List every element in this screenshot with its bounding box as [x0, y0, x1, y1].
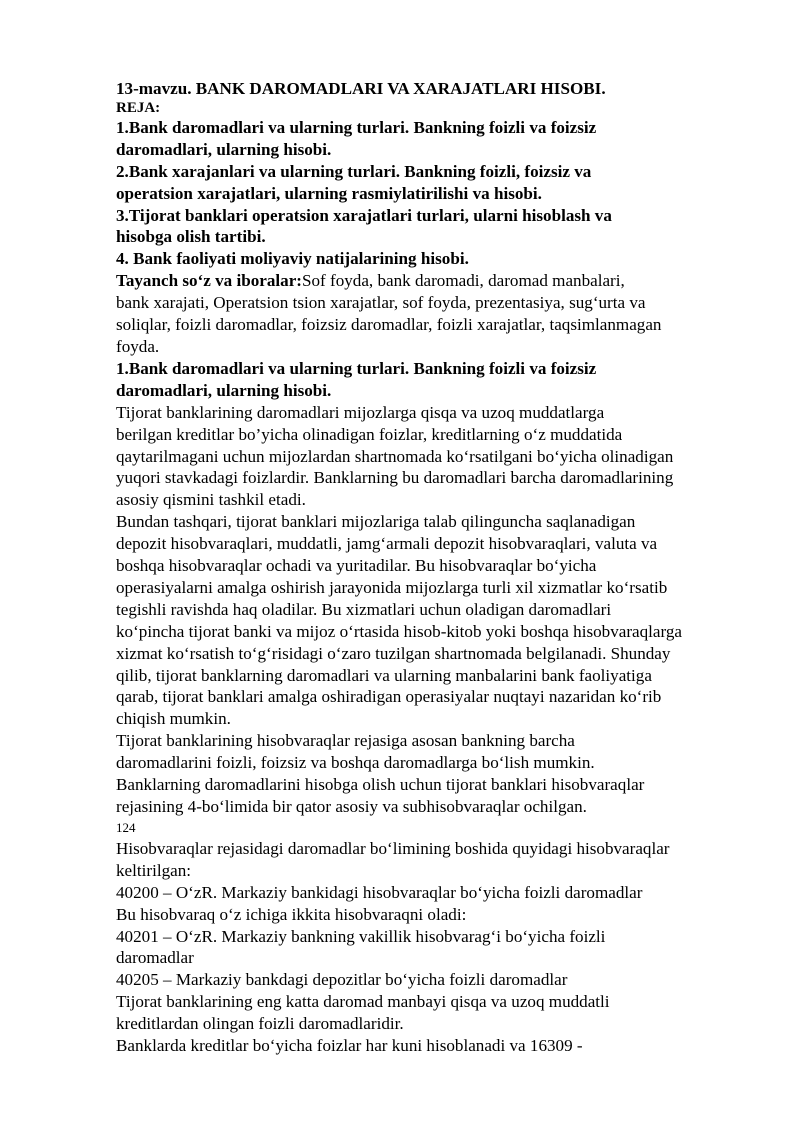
section-1-heading-line-2: daromadlari, ularning hisobi.	[116, 380, 332, 400]
plan-item-3-line-2: hisobga olish tartibi.	[116, 227, 266, 247]
account-line: 40201 – O‘zR. Markaziy bankning vakillik hisobvarag‘i bo‘yicha foizli	[116, 926, 606, 946]
plan-item-1-line-2: daromadlari, ularning hisobi.	[116, 139, 332, 159]
account-line: 40205 – Markaziy bankdagi depozitlar bo‘yicha foizli daromadlar	[116, 970, 568, 990]
paragraph-line: rejasining 4-bo‘limida bir qator asosiy va subhisobvaraqlar ochilgan.	[116, 797, 587, 816]
paragraph-line: berilgan kreditlar bo’yicha olinadigan foizlar, kreditlarning o‘z muddatida	[116, 424, 623, 444]
account-line: 40200 – O‘zR. Markaziy bankidagi hisobvaraqlar bo‘yicha foizli daromadlar	[116, 882, 643, 902]
paragraph-line: ko‘pincha tijorat banki va mijoz o‘rtasida hisob-kitob yoki boshqa hisobvaraqlarga	[116, 621, 683, 641]
paragraph-line: Tijorat banklarining eng katta daromad manbayi qisqa va uzoq muddatli	[116, 992, 610, 1012]
plan-heading: REJA:	[116, 99, 161, 116]
paragraph-line: qilib, tijorat banklarning daromadlari va ularning manbalarini bank faoliyatiga	[116, 665, 652, 685]
keywords-line-4: foyda.	[116, 336, 160, 356]
keywords-text: Sof foyda, bank daromadi, daromad manbalari,	[301, 271, 625, 291]
paragraph-line: tegishli ravishda haq oladilar. Bu xizmatlari uchun oladigan daromadlari	[116, 599, 612, 619]
keywords-line-2: bank xarajati, Operatsion tsion xarajatlar, sof foyda, prezentasiya, sug‘urta va	[116, 293, 646, 313]
paragraph-line: qaytarilmagani uchun mijozlardan shartnomada ko‘rsatilgani bo‘yicha olinadigan	[116, 446, 674, 466]
paragraph-line: daromadlar	[116, 948, 194, 968]
page-number: 124	[116, 819, 136, 835]
paragraph-line: Bu hisobvaraq o‘z ichiga ikkita hisobvaraqni oladi:	[116, 904, 467, 924]
paragraph-line: qarab, tijorat banklari amalga oshiradigan operasiyalar nuqtayi nazaridan ko‘rib	[116, 687, 662, 707]
keywords-label: Tayanch so‘z va iboralar:	[116, 271, 302, 291]
paragraph-line: kreditlardan olingan foizli daromadlaridir.	[116, 1014, 404, 1034]
paragraph-line: depozit hisobvaraqlari, muddatli, jamg‘armali depozit hisobvaraqlari, valuta va	[116, 534, 658, 554]
keywords-line-3: soliqlar, foizli daromadlar, foizsiz daromadlar, foizli xarajatlar, taqsimlanmagan	[116, 315, 662, 335]
paragraph-line: Banklarda kreditlar bo‘yicha foizlar har kuni hisoblanadi va 16309 -	[116, 1036, 583, 1056]
paragraph-line: Tijorat banklarining daromadlari mijozlarga qisqa va uzoq muddatlarga	[116, 402, 605, 422]
paragraph-line: Bundan tashqari, tijorat banklari mijozlariga talab qilinguncha saqlanadigan	[116, 512, 636, 532]
paragraph-line: boshqa hisobvaraqlar ochadi va yuritadilar. Bu hisobvaraqlar bo‘yicha	[116, 556, 597, 576]
section-1-heading-line-1: 1.Bank daromadlari va ularning turlari. Bankning foizli va foizsiz	[116, 358, 597, 378]
topic-title: 13-mavzu. BANK DAROMADLARI VA XARAJATLARI HISOBI.	[116, 79, 606, 98]
paragraph-line: Hisobvaraqlar rejasidagi daromadlar bo‘limining boshida quyidagi hisobvaraqlar	[116, 838, 670, 858]
plan-item-1-line-1: 1.Bank daromadlari va ularning turlari. Bankning foizli va foizsiz	[116, 117, 597, 137]
paragraph-line: keltirilgan:	[116, 860, 192, 880]
paragraph-line: Banklarning daromadlarini hisobga olish uchun tijorat banklari hisobvaraqlar	[116, 775, 645, 795]
paragraph-line: xizmat ko‘rsatish to‘g‘risidagi o‘zaro tuzilgan shartnomada belgilanadi. Shunday	[116, 643, 671, 663]
plan-item-2-line-1: 2.Bank xarajanlari va ularning turlari. Bankning foizli, foizsiz va	[116, 161, 592, 181]
paragraph-line: daromadlarini foizli, foizsiz va boshqa daromadlarga bo‘lish mumkin.	[116, 753, 595, 773]
plan-item-4: 4. Bank faoliyati moliyaviy natijalarining hisobi.	[116, 249, 469, 269]
paragraph-line: yuqori stavkadagi foizlardir. Banklarning bu daromadlari barcha daromadlarining	[116, 468, 674, 488]
plan-item-2-line-2: operatsion xarajatlari, ularning rasmiylatirilishi va hisobi.	[116, 183, 542, 203]
paragraph-line: chiqish mumkin.	[116, 709, 231, 729]
paragraph-line: Tijorat banklarining hisobvaraqlar rejasiga asosan bankning barcha	[116, 731, 575, 751]
keywords-line-1	[116, 270, 756, 292]
paragraph-line: asosiy qismini tashkil etadi.	[116, 490, 306, 510]
plan-item-3-line-1: 3.Tijorat banklari operatsion xarajatlari turlari, ularni hisoblash va	[116, 205, 612, 225]
document-page	[116, 78, 756, 1057]
paragraph-line: operasiyalarni amalga oshirish jarayonida mijozlarga turli xil xizmatlar ko‘rsatib	[116, 577, 668, 597]
